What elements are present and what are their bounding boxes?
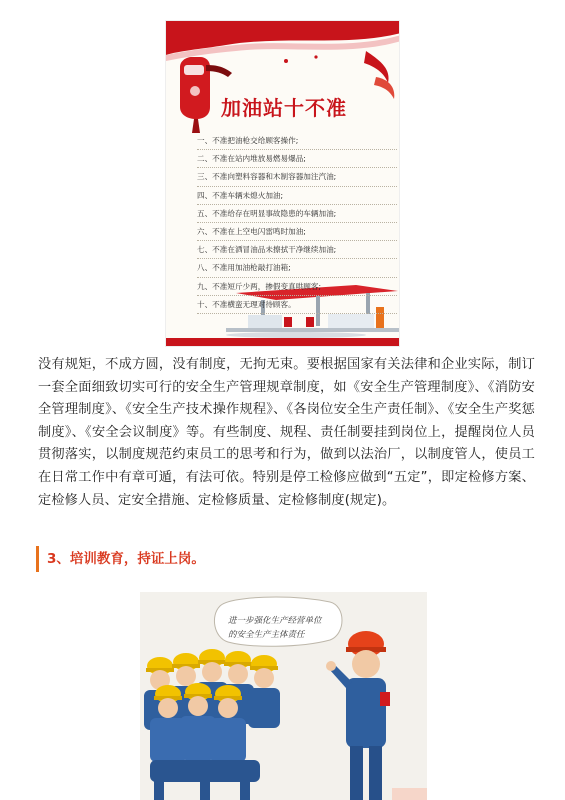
- rule-item: 三、不准向塑料容器和木制容器加注汽油;: [197, 168, 397, 186]
- poster-title: 加油站十不准: [221, 96, 347, 120]
- rule-item: 八、不准用加油枪敲打油箱;: [197, 259, 397, 277]
- poster-rules-list: [197, 132, 397, 314]
- speech-line: 的安全生产主体责任: [228, 630, 305, 640]
- rule-item: 十、不准横蛮无理对待顾客。: [197, 296, 397, 314]
- speech-line: 进一步强化生产经营单位: [228, 616, 322, 626]
- instructor-figure: [326, 631, 390, 800]
- rule-item: 二、不准在站内堆放易燃易爆品;: [197, 150, 397, 168]
- speech-bubble-text: [228, 614, 338, 642]
- rule-item: 一、不准把油枪交给顾客操作;: [197, 132, 397, 150]
- safety-poster: [165, 20, 400, 347]
- rule-item: 五、不准给存在明显事故隐患的车辆加油;: [197, 205, 397, 223]
- rule-item: 四、不准车辆未熄火加油;: [197, 187, 397, 205]
- seated-workers: [144, 649, 280, 800]
- rule-item: 六、不准在上空电闪雷鸣时加油;: [197, 223, 397, 241]
- rule-item: 七、不准在洒冒油品未擦拭干净继续加油;: [197, 241, 397, 259]
- poster-footer-bar: [166, 338, 400, 346]
- body-paragraph: 没有规矩，不成方圆，没有制度，无拘无束。要根据国家有关法律和企业实际，制订一套全面细致切实可行的安全生产管理规章制度，如《安全生产管理制度》、《消防安全管理制度》、《安全生产技术操作规程》、《各岗位安全生产责任制》、《安全生产奖惩制度》、《安全会议制度》等。有些制度、规程、责任制要挂到岗位上，提醒岗位人员贯彻落实，以制度规范约束员工的思考和行为，做到以法治厂，以制度管人，使员工在日常工作中有章可遁，有法可依。特别是停工检修应做到“五定”，即定检修方案、定检修人员、定安全措施、定检修质量、定检修制度(规定)。: [38, 357, 535, 508]
- section-heading: 3、培训教育，持证上岗。: [36, 546, 336, 572]
- rule-item: 九、不准短斤少两，掺假变真哄顾客;: [197, 278, 397, 296]
